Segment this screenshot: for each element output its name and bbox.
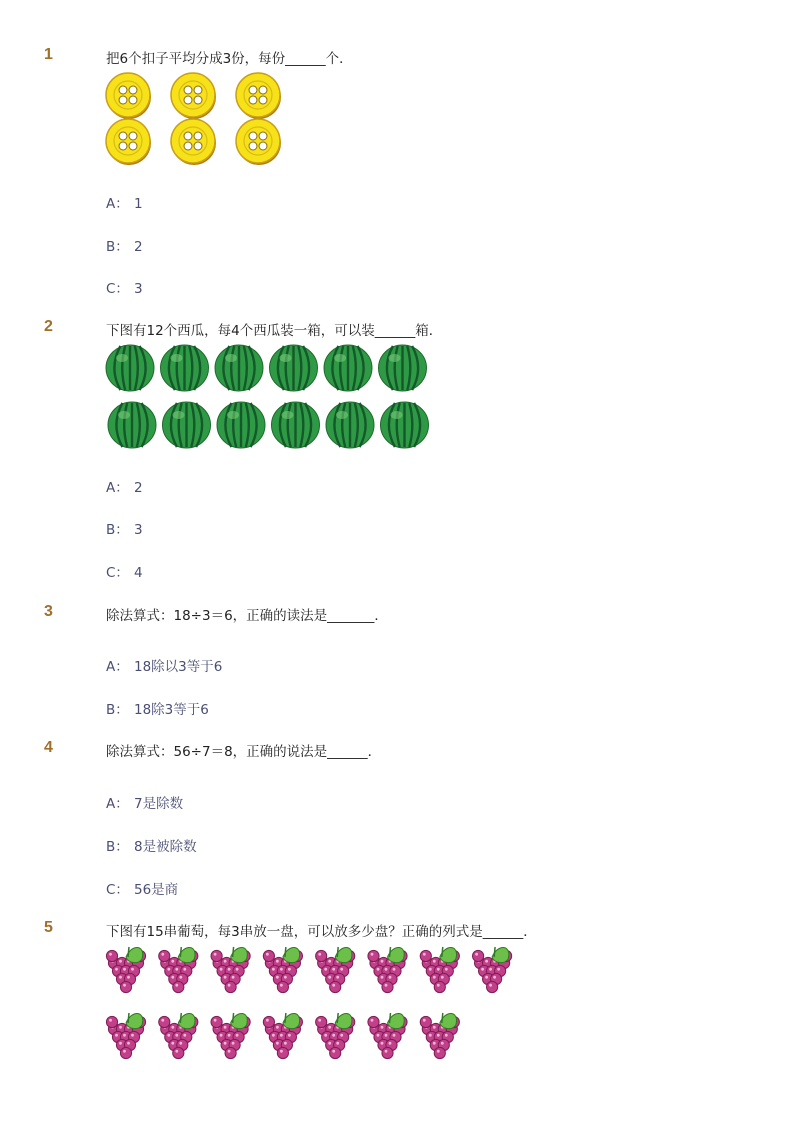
question-number: 4	[44, 739, 53, 756]
option-letter: A：	[106, 659, 129, 675]
option-letter: A：	[106, 196, 129, 212]
question-text: 下图有12个西瓜，每4个西瓜装一箱，可以装______箱．	[106, 323, 443, 339]
watermelon-icon	[163, 402, 211, 448]
question-number: 3	[44, 603, 53, 620]
watermelon-icon	[324, 345, 372, 391]
question-text: 下图有15串葡萄，每3串放一盘，可以放多少盘？正确的列式是______．	[106, 924, 537, 940]
grapes-icon	[159, 1013, 198, 1059]
option-letter: A：	[106, 796, 129, 812]
option-a[interactable]	[106, 476, 143, 496]
option-value: 7是除数	[134, 796, 184, 812]
option-value: 1	[134, 196, 143, 212]
grapes-icon	[263, 1013, 302, 1059]
grapes-icon	[106, 947, 145, 993]
grapes-icon	[368, 1013, 407, 1059]
question-number: 2	[44, 318, 53, 335]
buttons-image	[104, 72, 294, 166]
button-icon	[106, 73, 151, 119]
option-value: 18除3等于6	[134, 702, 209, 718]
option-c[interactable]	[106, 878, 178, 898]
option-c[interactable]	[106, 277, 143, 297]
option-value: 4	[134, 565, 143, 581]
option-a[interactable]	[106, 655, 222, 675]
grapes-icon	[420, 947, 459, 993]
button-icon	[236, 119, 281, 165]
option-letter: B：	[106, 839, 129, 855]
option-b[interactable]	[106, 698, 209, 718]
button-icon	[106, 119, 151, 165]
grapes-image	[104, 943, 524, 1063]
option-value: 18除以3等于6	[134, 659, 223, 675]
watermelon-icon	[217, 402, 265, 448]
watermelon-icon	[272, 402, 320, 448]
question-number: 1	[44, 46, 53, 63]
option-value: 3	[134, 281, 143, 297]
watermelon-icon	[379, 345, 427, 391]
watermelon-icon	[108, 402, 156, 448]
button-icon	[171, 119, 216, 165]
watermelon-icon	[270, 345, 318, 391]
option-letter: B：	[106, 522, 129, 538]
grapes-icon	[211, 1013, 250, 1059]
grapes-icon	[211, 947, 250, 993]
watermelon-icon	[381, 402, 429, 448]
grapes-icon	[159, 947, 198, 993]
option-letter: B：	[106, 702, 129, 718]
grapes-icon	[263, 947, 302, 993]
option-letter: A：	[106, 480, 129, 496]
grapes-icon	[473, 947, 512, 993]
option-a[interactable]	[106, 792, 183, 812]
grapes-icon	[420, 1013, 459, 1059]
question-text: 除法算式：18÷3＝6，正确的读法是_______．	[106, 608, 388, 624]
watermelons-image	[104, 343, 434, 451]
option-letter: C：	[106, 882, 129, 898]
button-icon	[236, 73, 281, 119]
option-value: 8是被除数	[134, 839, 197, 855]
button-icon	[171, 73, 216, 119]
watermelon-icon	[161, 345, 209, 391]
question-text: 除法算式：56÷7＝8，正确的说法是______．	[106, 744, 382, 760]
option-value: 2	[134, 239, 143, 255]
option-letter: B：	[106, 239, 129, 255]
option-b[interactable]	[106, 835, 197, 855]
question-number: 5	[44, 919, 53, 936]
option-a[interactable]	[106, 192, 143, 212]
option-value: 56是商	[134, 882, 179, 898]
question-text: 把6个扣子平均分成3份，每份______个．	[106, 51, 353, 67]
option-letter: C：	[106, 281, 129, 297]
grapes-icon	[106, 1013, 145, 1059]
grapes-icon	[368, 947, 407, 993]
grapes-icon	[316, 1013, 355, 1059]
watermelon-icon	[106, 345, 154, 391]
option-value: 3	[134, 522, 143, 538]
option-letter: C：	[106, 565, 129, 581]
option-b[interactable]	[106, 518, 143, 538]
grapes-icon	[316, 947, 355, 993]
watermelon-icon	[215, 345, 263, 391]
watermelon-icon	[326, 402, 374, 448]
option-value: 2	[134, 480, 143, 496]
option-c[interactable]	[106, 561, 143, 581]
option-b[interactable]	[106, 235, 143, 255]
